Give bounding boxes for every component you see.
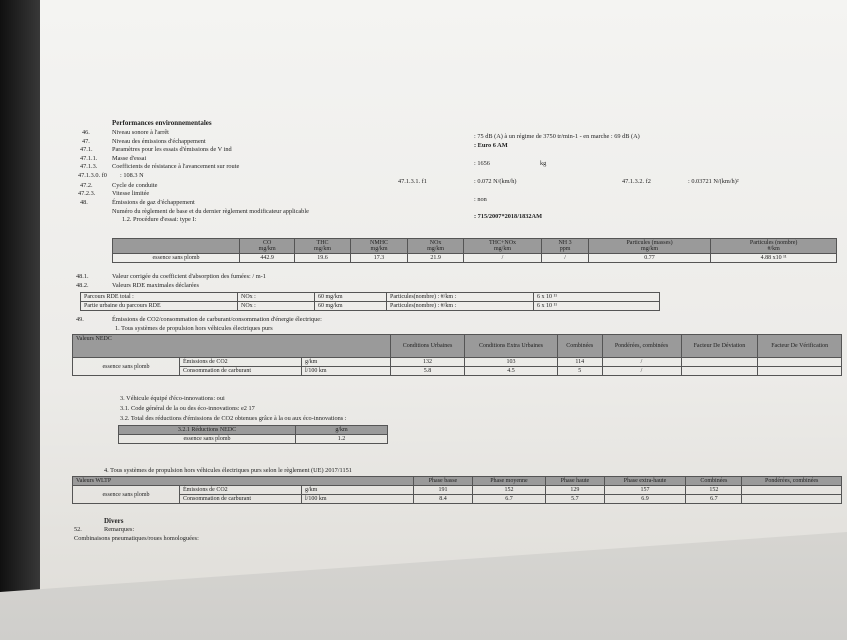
wltp-cell: 6.7	[686, 495, 742, 504]
nedc-cell: /	[602, 367, 681, 376]
emissions-header-unit: ppm	[559, 246, 571, 252]
wltp-row-unit: l/100 km	[302, 495, 414, 504]
wltp-cell: 8.4	[414, 495, 473, 504]
emissions-header-name: Particules (masses)	[626, 240, 673, 246]
wltp-row	[73, 486, 842, 495]
eco-value-row: essence sans plomb 1.2	[119, 435, 388, 444]
emissions-header-5	[542, 239, 589, 254]
wltp-row-label: Émissions de CO2	[180, 486, 302, 495]
emissions-table	[112, 238, 837, 263]
nedc-header-3: Pondérées, combinées	[602, 335, 681, 358]
emissions-value-7: 4.88 x10 ¹¹	[711, 254, 837, 263]
nedc-cell	[681, 358, 758, 367]
divers-label: Remarques:	[104, 526, 135, 533]
emissions-header-unit: #/km	[767, 246, 780, 252]
wltp-cell	[742, 486, 842, 495]
nedc-row-unit: l/100 km	[302, 367, 391, 376]
nedc-header-5: Facteur De Vérification	[758, 335, 842, 358]
nedc-subtitle: 1. Tous systèmes de propulsion hors véhicules électriques purs	[115, 325, 273, 332]
emissions-header-name: NMHC	[370, 240, 389, 246]
procedure-label: 1.2. Procédure d'essai: type I:	[122, 216, 197, 223]
eco-line-1: 3. Véhicule équipé d'éco-innovations: oui	[120, 395, 225, 402]
eco-line-2: 3.1. Code général de la ou des éco-innovations: e2 17	[120, 405, 255, 412]
emissions-header-row	[113, 239, 837, 254]
emissions-header-0	[240, 239, 295, 254]
nedc-cell	[681, 367, 758, 376]
nedc-cell	[758, 358, 842, 367]
wltp-header-3: Phase extra-haute	[604, 477, 686, 486]
wltp-header-1: Phase moyenne	[472, 477, 545, 486]
wltp-header-row	[73, 477, 842, 486]
wltp-header-2: Phase haute	[546, 477, 605, 486]
emissions-header-unit: mg/km	[314, 246, 332, 252]
emissions-header-unit: mg/km	[427, 246, 445, 252]
section-title: Performances environnementales	[112, 119, 212, 127]
item-48-2-label: Valeurs RDE maximales déclarées	[112, 282, 199, 289]
nedc-cell: 114	[558, 358, 603, 367]
wltp-cell: 6.9	[604, 495, 686, 504]
eco-header-row: 3.2.1 Réductions NEDC g/km	[119, 426, 388, 435]
item-49-num: 49.	[76, 316, 84, 323]
emissions-header-name: Particules (nombre)	[749, 240, 798, 246]
wltp-header-4: Combinées	[686, 477, 742, 486]
nedc-row	[73, 358, 842, 367]
nedc-cell: 4.5	[465, 367, 558, 376]
eco-line-3: 3.2. Total des réductions d'émissions de CO2 obtenues grâce à la ou aux éco-innovations :	[120, 415, 347, 422]
wltp-table	[72, 476, 842, 504]
emissions-corner	[113, 239, 240, 254]
rde-table	[80, 292, 660, 311]
wltp-cell	[742, 495, 842, 504]
wltp-row-unit: g/km	[302, 486, 414, 495]
emissions-header-7	[711, 239, 837, 254]
wltp-cell: 6.7	[472, 495, 545, 504]
emissions-header-name: CO	[263, 240, 272, 246]
emissions-value-3: 21.9	[408, 254, 463, 263]
nedc-cell: /	[602, 358, 681, 367]
emissions-header-6	[588, 239, 711, 254]
nedc-cell	[758, 367, 842, 376]
nedc-fuel: essence sans plomb	[73, 358, 180, 376]
emissions-header-name: NOx	[429, 240, 442, 246]
emissions-header-unit: mg/km	[641, 246, 659, 252]
nedc-row-label: Émissions de CO2	[180, 358, 302, 367]
emissions-header-unit: mg/km	[370, 246, 388, 252]
nedc-corner: Valeurs NEDC	[73, 335, 391, 358]
emissions-header-4	[463, 239, 542, 254]
eco-table	[118, 425, 388, 444]
emissions-header-3	[408, 239, 463, 254]
item-48-2-num: 48.2.	[76, 282, 89, 289]
emissions-header-name: THC	[316, 240, 329, 246]
emissions-value-6: 0.77	[588, 254, 711, 263]
wltp-cell: 152	[686, 486, 742, 495]
nedc-cell: 5.8	[391, 367, 465, 376]
emissions-fuel: essence sans plomb	[113, 254, 240, 263]
emissions-value-5: /	[542, 254, 589, 263]
nedc-header-1: Conditions Extra Urbaines	[465, 335, 558, 358]
nedc-header-2: Combinées	[558, 335, 603, 358]
emissions-header-unit: mg/km	[258, 246, 276, 252]
rde-row-urban: Partie urbaine du parcours RDE NOx : 60 mg/km Particules(nombre) : #/km : 6 x 10 ¹¹	[81, 302, 660, 311]
wltp-subtitle: 4. Tous systèmes de propulsion hors véhicules électriques purs selon le règlement (UE) 2017/1151	[104, 467, 352, 474]
emissions-value-row	[113, 254, 837, 263]
wltp-cell: 5.7	[546, 495, 605, 504]
wltp-corner: Valeurs WLTP	[73, 477, 414, 486]
item-49-label: Émissions de CO2/consommation de carburant/consommation d'énergie électrique:	[112, 316, 322, 323]
divers-num: 52.	[74, 526, 82, 533]
tyre-combos-label: Combinaisons pneumatiques/roues homologuées:	[74, 535, 199, 542]
wltp-fuel: essence sans plomb	[73, 486, 180, 504]
emissions-value-4: /	[463, 254, 542, 263]
nedc-table	[72, 334, 842, 376]
item-48-1-num: 48.1.	[76, 273, 89, 280]
nedc-header-row	[73, 335, 842, 358]
emissions-header-unit: mg/km	[494, 246, 512, 252]
wltp-row-label: Consommation de carburant	[180, 495, 302, 504]
wltp-header-5: Pondérées, combinées	[742, 477, 842, 486]
nedc-row	[73, 367, 842, 376]
nedc-row-unit: g/km	[302, 358, 391, 367]
emissions-header-2	[350, 239, 408, 254]
emissions-value-1: 19.6	[295, 254, 350, 263]
emissions-value-0: 442.9	[240, 254, 295, 263]
divers-title: Divers	[104, 517, 124, 525]
nedc-cell: 5	[558, 367, 603, 376]
item-48-1-label: Valeur corrigée du coefficient d'absorption des fumées: / m-1	[112, 273, 266, 280]
nedc-row-label: Consommation de carburant	[180, 367, 302, 376]
wltp-row	[73, 495, 842, 504]
wltp-cell: 191	[414, 486, 473, 495]
nedc-cell: 132	[391, 358, 465, 367]
wltp-header-0: Phase basse	[414, 477, 473, 486]
emissions-header-name: NH 3	[558, 240, 572, 246]
wltp-cell: 129	[546, 486, 605, 495]
nedc-header-0: Conditions Urbaines	[391, 335, 465, 358]
wltp-cell: 152	[472, 486, 545, 495]
emissions-value-2: 17.3	[350, 254, 408, 263]
emissions-header-1	[295, 239, 350, 254]
nedc-cell: 103	[465, 358, 558, 367]
rde-row-total: Parcours RDE total : NOx : 60 mg/km Particules(nombre) : #/km : 6 x 10 ¹¹	[81, 293, 660, 302]
wltp-cell: 157	[604, 486, 686, 495]
nedc-header-4: Facteur De Déviation	[681, 335, 758, 358]
emissions-header-name: THC+NOx	[488, 240, 517, 246]
